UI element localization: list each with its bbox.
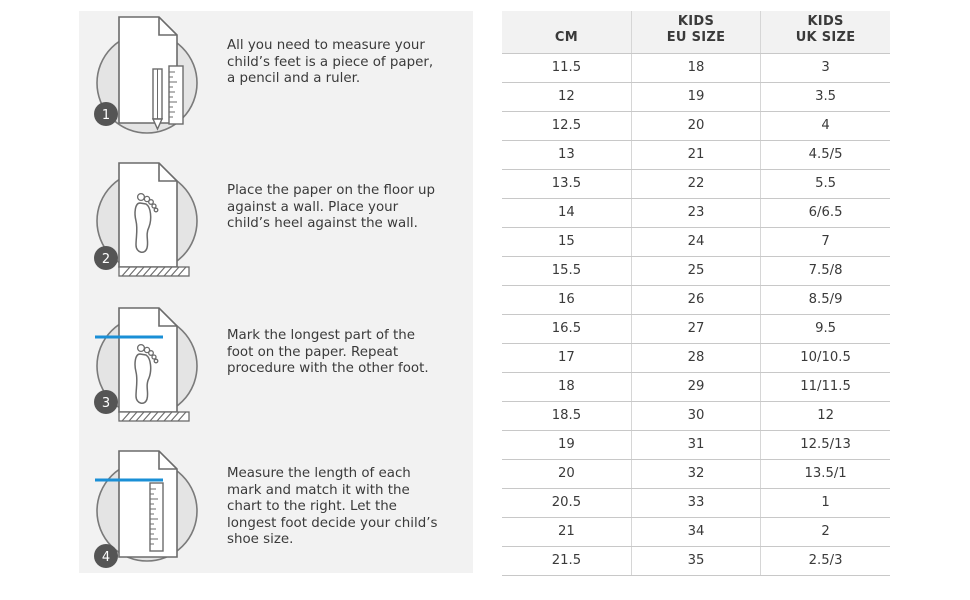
size-table	[502, 11, 890, 576]
uk-size-cell: 6/6.5	[761, 198, 890, 227]
step-text: Place the paper on the floor up against a wall. Place your child’s heel against the wall.	[227, 183, 436, 231]
eu-size-cell: 27	[631, 314, 760, 343]
header-cm: CM	[502, 11, 631, 53]
uk-size-cell: 7.5/8	[761, 256, 890, 285]
uk-size-cell: 2.5/3	[761, 546, 890, 575]
table-row	[502, 488, 890, 517]
uk-size-cell: 11/11.5	[761, 372, 890, 401]
uk-size-cell: 13.5/1	[761, 459, 890, 488]
cm-cell: 12	[502, 82, 631, 111]
eu-size-cell: 31	[631, 430, 760, 459]
table-row	[502, 111, 890, 140]
cm-cell: 14	[502, 198, 631, 227]
size-table-body	[502, 53, 890, 575]
cm-cell: 13	[502, 140, 631, 169]
table-row	[502, 430, 890, 459]
step-number: 4	[101, 550, 111, 565]
table-row	[502, 372, 890, 401]
step-number: 2	[101, 252, 111, 267]
uk-size-cell: 5.5	[761, 169, 890, 198]
table-row	[502, 169, 890, 198]
eu-size-cell: 30	[631, 401, 760, 430]
eu-size-cell: 26	[631, 285, 760, 314]
step-text: Mark the longest part of the foot on the paper. Repeat procedure with the other foot.	[227, 328, 429, 376]
eu-size-cell: 33	[631, 488, 760, 517]
uk-size-cell: 9.5	[761, 314, 890, 343]
cm-cell: 15	[502, 227, 631, 256]
step-text: Measure the length of each mark and match it with the chart to the right. Let the longest foot decide your child’s shoe size.	[227, 466, 438, 547]
cm-cell: 20.5	[502, 488, 631, 517]
cm-cell: 21	[502, 517, 631, 546]
uk-size-cell: 10/10.5	[761, 343, 890, 372]
eu-size-cell: 25	[631, 256, 760, 285]
step-text: All you need to measure your child’s feet is a piece of paper, a pencil and a ruler.	[227, 38, 434, 86]
header-eu-size: KIDS EU SIZE	[631, 11, 760, 53]
eu-size-cell: 24	[631, 227, 760, 256]
uk-size-cell: 3	[761, 53, 890, 82]
eu-size-cell: 20	[631, 111, 760, 140]
table-header-row	[502, 11, 890, 53]
step-2	[79, 157, 473, 297]
uk-size-cell: 2	[761, 517, 890, 546]
table-row	[502, 140, 890, 169]
uk-size-cell: 8.5/9	[761, 285, 890, 314]
eu-size-cell: 32	[631, 459, 760, 488]
cm-cell: 16	[502, 285, 631, 314]
cm-cell: 12.5	[502, 111, 631, 140]
cm-cell: 15.5	[502, 256, 631, 285]
cm-cell: 21.5	[502, 546, 631, 575]
table-row	[502, 227, 890, 256]
eu-size-cell: 35	[631, 546, 760, 575]
paper-footprint-mark-icon	[89, 302, 219, 442]
step-4	[79, 445, 473, 585]
uk-size-cell: 12	[761, 401, 890, 430]
cm-cell: 18	[502, 372, 631, 401]
step-number: 1	[101, 108, 111, 123]
eu-size-cell: 19	[631, 82, 760, 111]
uk-size-cell: 12.5/13	[761, 430, 890, 459]
uk-size-cell: 1	[761, 488, 890, 517]
table-row	[502, 256, 890, 285]
uk-size-cell: 7	[761, 227, 890, 256]
cm-cell: 18.5	[502, 401, 631, 430]
header-uk-size: KIDS UK SIZE	[761, 11, 890, 53]
cm-cell: 19	[502, 430, 631, 459]
size-chart	[502, 11, 890, 576]
eu-size-cell: 34	[631, 517, 760, 546]
table-row	[502, 401, 890, 430]
eu-size-cell: 22	[631, 169, 760, 198]
cm-cell: 13.5	[502, 169, 631, 198]
eu-size-cell: 18	[631, 53, 760, 82]
table-row	[502, 82, 890, 111]
table-row	[502, 53, 890, 82]
paper-footprint-icon	[89, 157, 219, 297]
uk-size-cell: 4.5/5	[761, 140, 890, 169]
step-1	[79, 11, 473, 151]
step-number: 3	[101, 396, 111, 411]
instructions-panel	[79, 11, 473, 573]
cm-cell: 20	[502, 459, 631, 488]
table-row	[502, 459, 890, 488]
cm-cell: 17	[502, 343, 631, 372]
eu-size-cell: 23	[631, 198, 760, 227]
uk-size-cell: 4	[761, 111, 890, 140]
eu-size-cell: 21	[631, 140, 760, 169]
table-row	[502, 314, 890, 343]
table-row	[502, 546, 890, 575]
paper-ruler-mark-icon	[89, 445, 219, 585]
table-row	[502, 343, 890, 372]
eu-size-cell: 28	[631, 343, 760, 372]
table-row	[502, 517, 890, 546]
paper-pencil-ruler-icon	[89, 11, 219, 151]
table-row	[502, 285, 890, 314]
step-3	[79, 302, 473, 442]
eu-size-cell: 29	[631, 372, 760, 401]
table-row	[502, 198, 890, 227]
cm-cell: 16.5	[502, 314, 631, 343]
cm-cell: 11.5	[502, 53, 631, 82]
uk-size-cell: 3.5	[761, 82, 890, 111]
